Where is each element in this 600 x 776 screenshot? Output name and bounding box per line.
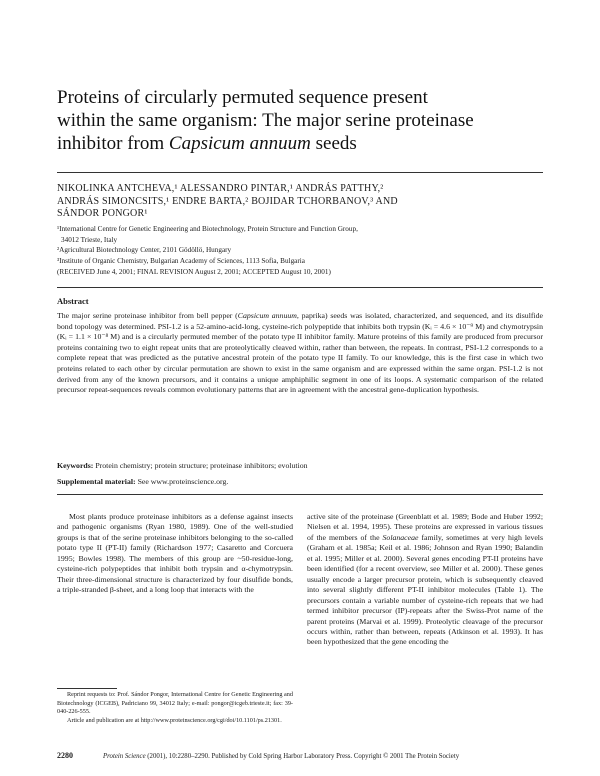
- body-paragraph-left: Most plants produce proteinase inhibitors as a defense against insects and pathogenic organisms (Ryan 1980, 1989). One of the well-studied groups is that of the serine proteinase inhibitors belonging to the so-called potato type II (PT-II) family (Richardson 1977; Casaretto and Corcuera 1995; Bowles 1998). The members of this group are ~50-residue-long, cysteine-rich polypeptides that inhibit both trypsin and α-chymotrypsin. Their three-dimensional structure is characterized by four disulfide bonds, a triple-stranded β-sheet, and a long loop that interacts with the: [57, 512, 293, 595]
- footnote-article: Article and publication are at http://www.proteinscience.org/cgi/doi/10.1101/ps.21301.: [67, 716, 282, 724]
- affiliation-2: ²Agricultural Biotechnology Center, 2101 Gödöllö, Hungary: [57, 246, 232, 254]
- article-title: [57, 86, 557, 155]
- keywords-label: Keywords:: [57, 461, 94, 470]
- supplemental-material: [57, 477, 228, 486]
- footnotes: [57, 691, 293, 725]
- title-line-3-prefix: inhibitor from: [57, 133, 169, 154]
- authors-line-2: ANDRÁS SIMONCSITS,¹ ENDRE BARTA,² BOJIDAR TCHORBANOV,³ AND: [57, 195, 398, 207]
- affiliation-1: ¹International Centre for Genetic Engineering and Biotechnology, Protein Structure and Function Group,: [57, 225, 358, 233]
- abstract-text-part-2: , paprika) seeds was isolated, characterized, and sequenced, and its disulfide bond topology was determined. PSI-1.2 is a 52-amino-acid-long, cysteine-rich polypeptide that inhibits both trypsin (Kᵢ = 4.6 × 10⁻⁹ M) and chymotrypsin (Kᵢ = 1.1 × 10⁻⁸ M) and is a circularly permuted member of the potato type II inhibitor family. Mature proteins of this family are produced from precursor proteins containing two to eight repeat units that are proteolytically cleaved within, rather than between, the repeats. In contrast, PSI-1.2 corresponds to a complete repeat that was predicted as the putative ancestral protein of the potato type II family. To our knowledge, this is the first case in which two proteins related to each other by circular permutation are shown to exist in the same organism and are expressed within the same organ. PSI-1.2 is not derived from any of the known precursors, and it contains a unique amphiphilic segment in one of its loops. A systematic comparison of the related precursor repeat-sequences reveals common evolutionary patterns that are in agreement with the ancestral gene-duplication hypothesis.: [57, 311, 543, 395]
- journal-citation: (2001), 10:2280–2290. Published by Cold Spring Harbor Laboratory Press. Copyright © 2001 The Protein Society: [145, 753, 460, 760]
- body-right-family: Solanaceae: [382, 532, 419, 542]
- author-list: [57, 183, 543, 221]
- title-line-3: [57, 132, 557, 155]
- body-column-right: [307, 512, 543, 648]
- abstract-text-part-1: The major serine proteinase inhibitor from bell pepper (: [57, 311, 238, 320]
- body-right-part-a: active site of the proteinase (Greenblatt et al. 1989; Bode and Huber 1992; Nielsen et al. 1994, 1995). These proteins are expressed in various tissues of the members of the: [307, 512, 543, 542]
- affiliation-3: ³Institute of Organic Chemistry, Bulgarian Academy of Sciences, 1113 Sofia, Bulgaria: [57, 256, 305, 265]
- body-column-left: [57, 512, 293, 596]
- abstract-heading: Abstract: [57, 296, 89, 306]
- affiliations: [57, 224, 543, 266]
- supplemental-link[interactable]: See www.proteinscience.org.: [137, 477, 229, 486]
- page-footer: [57, 751, 543, 760]
- title-divider: [57, 172, 543, 173]
- affiliation-1-city: 34012 Trieste, Italy: [61, 235, 118, 244]
- abstract-species: Capsicum annuum: [237, 311, 297, 320]
- page-number: 2280: [57, 751, 73, 760]
- body-right-part-b: family, sometimes at very high levels (Graham et al. 1985a; Keil et al. 1986; Johnson and Ryan 1990; Balandin et al. 1995; Miller et al. 2000). Several genes encoding PT-II proteins have been identified (for a recent overview, see Miller et al. 2000). These genes usually encode a larger precursor protein, which is subsequently cleaved into several slightly different PT-II inhibitor molecules (Table 1). The precursors contain a variable number of cysteine-rich repeats that we had termed inhibitor precursor (IP)-repeats after the Swiss-Prot name of the parent proteins (Marvai et al. 1999). Proteolytic cleavage of the precursor occurs within, rather than between, repeats (Atkinson et al. 1993). It has been hypothesized that the gene encoding the: [307, 532, 544, 647]
- authors-line-1: NIKOLINKA ANTCHEVA,¹ ALESSANDRO PINTAR,¹ ANDRÁS PATTHY,²: [57, 183, 384, 194]
- supplemental-label: Supplemental material:: [57, 477, 136, 486]
- keywords-text: Protein chemistry; protein structure; proteinase inhibitors; evolution: [95, 461, 308, 470]
- title-line-2: within the same organism: The major serine proteinase: [57, 110, 474, 131]
- footnote-reprint: Reprint requests to: Prof. Sándor Pongor, International Centre for Genetic Engineering and Biotechnology (ICGEB), Padriciano 99, 34012 Italy; e-mail: pongor@icgeb.trieste.it; fax: 39-040-226-555.: [57, 691, 293, 716]
- title-line-1: Proteins of circularly permuted sequence present: [57, 87, 428, 108]
- abstract-bottom-rule: [57, 494, 543, 495]
- keywords: [57, 461, 308, 470]
- body-paragraph-right: [307, 512, 543, 648]
- received-dates: (RECEIVED June 4, 2001; FINAL REVISION August 2, 2001; ACCEPTED August 10, 2001): [57, 268, 331, 276]
- footnote-divider: [57, 688, 117, 689]
- title-species: Capsicum annuum: [168, 133, 311, 154]
- abstract-top-rule: [57, 287, 543, 288]
- authors-line-3: SÁNDOR PONGOR¹: [57, 208, 148, 219]
- journal-name: Protein Science: [103, 753, 146, 760]
- abstract-text: [57, 311, 543, 396]
- title-line-3-suffix: seeds: [310, 133, 357, 154]
